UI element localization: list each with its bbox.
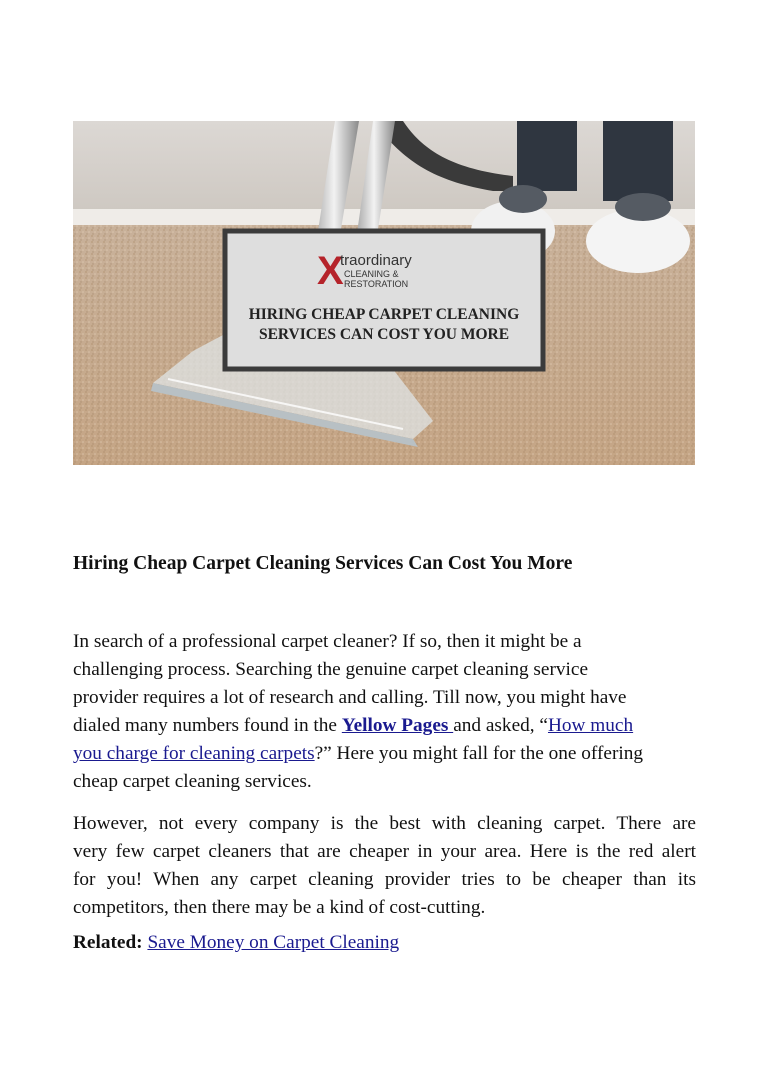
- warning-line: very few carpet cleaners that are cheaper in your area. Here is the red alert: [73, 841, 696, 862]
- intro-text: and asked, “: [453, 715, 548, 736]
- warning-paragraph: [73, 810, 696, 922]
- intro-line: [73, 740, 696, 768]
- how-much-link-part2[interactable]: you charge for cleaning carpets: [73, 743, 315, 764]
- intro-line: challenging process. Searching the genuine carpet cleaning service: [73, 659, 589, 680]
- intro-text: dialed many numbers found in the: [73, 715, 342, 736]
- intro-line: cheap carpet cleaning services.: [73, 771, 312, 792]
- related-article-link[interactable]: Save Money on Carpet Cleaning: [147, 932, 400, 953]
- warning-line: However, not every company is the best with cleaning carpet. There are: [73, 813, 696, 834]
- article-heading: Hiring Cheap Carpet Cleaning Services Can Cost You More: [73, 553, 573, 574]
- logo-name: traordinary: [340, 252, 412, 269]
- related-line: [73, 929, 696, 957]
- warning-line: competitors, then there may be a kind of cost-cutting.: [73, 897, 486, 918]
- intro-line: provider requires a lot of research and calling. Till now, you might have: [73, 687, 627, 708]
- intro-line: In search of a professional carpet cleaner? If so, then it might be a: [73, 631, 582, 652]
- logo-x: X: [317, 249, 344, 293]
- yellow-pages-link[interactable]: Yellow Pages: [341, 715, 454, 736]
- intro-line: [73, 712, 696, 740]
- logo-subtitle-line1: CLEANING &: [344, 269, 399, 279]
- intro-paragraph: [73, 628, 696, 796]
- warning-line: for you! When any carpet cleaning provider tries to be cheaper than its: [73, 869, 696, 890]
- logo-subtitle-line2: RESTORATION: [344, 279, 409, 289]
- carpet-cleaning-photo: [73, 121, 695, 465]
- how-much-link-part1[interactable]: How much: [547, 715, 634, 736]
- intro-text: ?” Here you might fall for the one offering: [314, 743, 643, 764]
- banner-title-line1: HIRING CHEAP CARPET CLEANING: [248, 306, 520, 323]
- related-label: Related:: [73, 932, 143, 953]
- banner-title-line2: SERVICES CAN COST YOU MORE: [258, 326, 510, 343]
- hero-image: [73, 121, 695, 465]
